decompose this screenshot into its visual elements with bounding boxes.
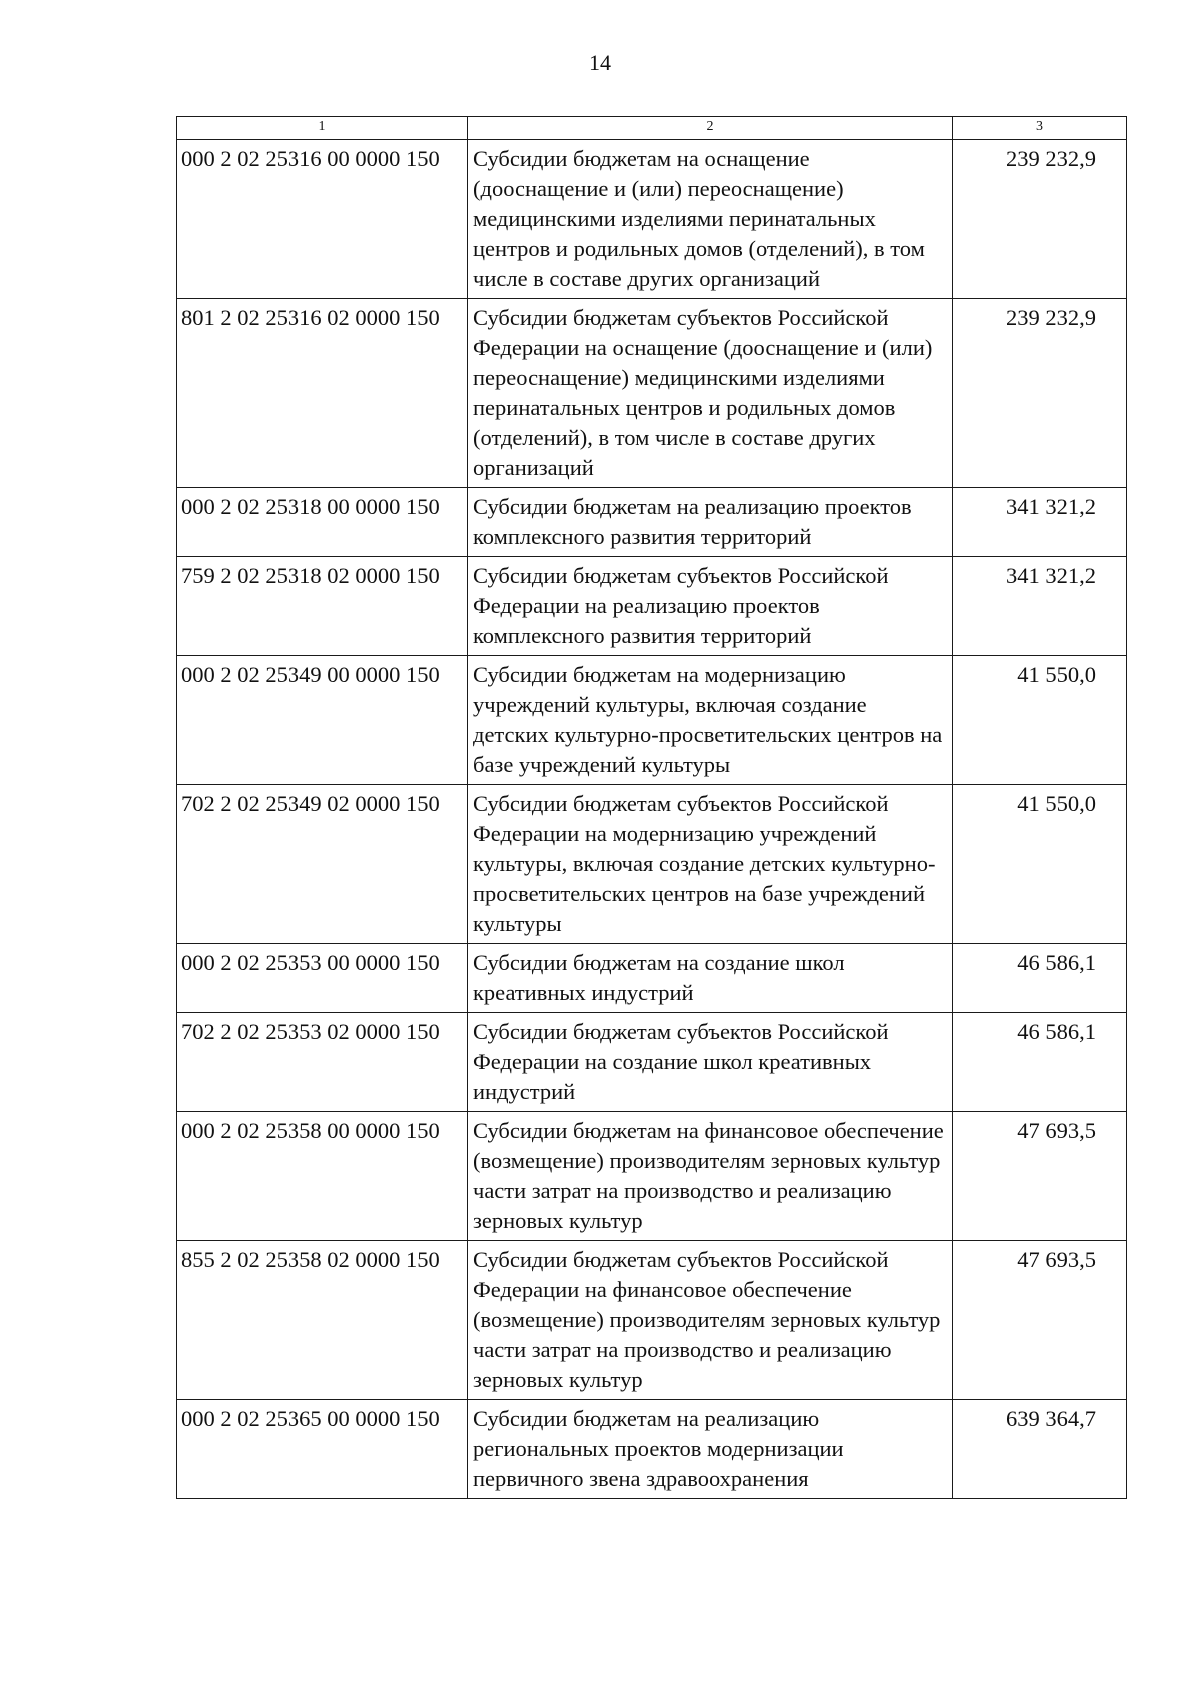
table-header xyxy=(177,117,1127,140)
table-row xyxy=(177,785,1127,944)
page-number: 14 xyxy=(589,50,611,75)
budget-description: Субсидии бюджетам на реализацию региональных проектов модернизации первичного звена здравоохранения xyxy=(468,1400,953,1499)
table-row xyxy=(177,1013,1127,1112)
table-row xyxy=(177,557,1127,656)
column-header-2: 2 xyxy=(468,117,953,140)
budget-amount: 47 693,5 xyxy=(953,1112,1127,1241)
column-header-1: 1 xyxy=(177,117,468,140)
budget-table xyxy=(176,116,1127,1499)
table-row xyxy=(177,1400,1127,1499)
budget-description: Субсидии бюджетам субъектов Российской Федерации на оснащение (дооснащение и (или) переоснащение) медицинскими изделиями перинатальных центров и родильных домов (отделений), в том числе в составе других организаций xyxy=(468,299,953,488)
budget-description: Субсидии бюджетам субъектов Российской Федерации на реализацию проектов комплексного развития территорий xyxy=(468,557,953,656)
table-row xyxy=(177,944,1127,1013)
budget-amount: 46 586,1 xyxy=(953,944,1127,1013)
header-row xyxy=(177,117,1127,140)
table-row xyxy=(177,656,1127,785)
budget-description: Субсидии бюджетам на реализацию проектов комплексного развития территорий xyxy=(468,488,953,557)
budget-amount: 41 550,0 xyxy=(953,656,1127,785)
budget-amount: 341 321,2 xyxy=(953,557,1127,656)
budget-description: Субсидии бюджетам на создание школ креативных индустрий xyxy=(468,944,953,1013)
table-row xyxy=(177,1241,1127,1400)
budget-code: 759 2 02 25318 02 0000 150 xyxy=(177,557,468,656)
table-row xyxy=(177,299,1127,488)
budget-code: 702 2 02 25353 02 0000 150 xyxy=(177,1013,468,1112)
budget-amount: 239 232,9 xyxy=(953,140,1127,299)
budget-amount: 46 586,1 xyxy=(953,1013,1127,1112)
column-header-3: 3 xyxy=(953,117,1127,140)
budget-code: 000 2 02 25318 00 0000 150 xyxy=(177,488,468,557)
budget-description: Субсидии бюджетам субъектов Российской Федерации на модернизацию учреждений культуры, включая создание детских культурно-просветительских центров на базе учреждений культуры xyxy=(468,785,953,944)
budget-description: Субсидии бюджетам на оснащение (дооснащение и (или) переоснащение) медицинскими изделиями перинатальных центров и родильных домов (отделений), в том числе в составе других организаций xyxy=(468,140,953,299)
budget-code: 000 2 02 25358 00 0000 150 xyxy=(177,1112,468,1241)
budget-code: 000 2 02 25353 00 0000 150 xyxy=(177,944,468,1013)
budget-amount: 639 364,7 xyxy=(953,1400,1127,1499)
budget-description: Субсидии бюджетам на финансовое обеспечение (возмещение) производителям зерновых культур части затрат на производство и реализацию зерновых культур xyxy=(468,1112,953,1241)
budget-code: 000 2 02 25316 00 0000 150 xyxy=(177,140,468,299)
budget-amount: 341 321,2 xyxy=(953,488,1127,557)
budget-description: Субсидии бюджетам субъектов Российской Федерации на финансовое обеспечение (возмещение) производителям зерновых культур части затрат на производство и реализацию зерновых культур xyxy=(468,1241,953,1400)
budget-description: Субсидии бюджетам на модернизацию учреждений культуры, включая создание детских культурно-просветительских центров на базе учреждений культуры xyxy=(468,656,953,785)
budget-code: 000 2 02 25349 00 0000 150 xyxy=(177,656,468,785)
budget-code: 855 2 02 25358 02 0000 150 xyxy=(177,1241,468,1400)
budget-amount: 239 232,9 xyxy=(953,299,1127,488)
budget-amount: 47 693,5 xyxy=(953,1241,1127,1400)
budget-code: 702 2 02 25349 02 0000 150 xyxy=(177,785,468,944)
budget-description: Субсидии бюджетам субъектов Российской Федерации на создание школ креативных индустрий xyxy=(468,1013,953,1112)
budget-amount: 41 550,0 xyxy=(953,785,1127,944)
budget-code: 000 2 02 25365 00 0000 150 xyxy=(177,1400,468,1499)
table-body xyxy=(177,140,1127,1499)
table-row xyxy=(177,488,1127,557)
table-row xyxy=(177,1112,1127,1241)
budget-code: 801 2 02 25316 02 0000 150 xyxy=(177,299,468,488)
table-row xyxy=(177,140,1127,299)
